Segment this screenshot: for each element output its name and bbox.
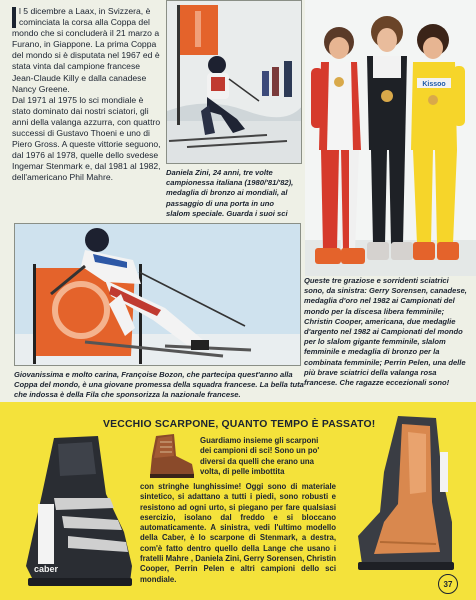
photo-leather-boot — [146, 432, 196, 480]
caption-zini: Daniela Zini, 24 anni, tre volte campionessa italiana (1980/'81/'82), medaglia di bronzo ai mondiali, al passaggio di una porta in uno slalom speciale. Guarda i suoi sci — [166, 168, 294, 218]
drop-cap — [12, 7, 16, 28]
caption-trio: Queste tre graziose e sorridenti sciatrici sono, da sinistra: Gerry Sorensen, canadese, medaglia d'oro nel 1982 ai Campionati del mondo per la discesa libera femminile; Christin Cooper, americana, due medaglie d'argento nel 1982 ai Campionati del mondo per lo slalom gigante femminile, slalom femminile e medaglia di bronzo per la combinata femminile; Perrin Pelen, una delle più brave sciatrici della valanga rosa francese. Che ragazze eccezionali sono! — [304, 276, 467, 388]
photo-caber-boot — [14, 434, 136, 590]
bib-text: Kissoo — [422, 81, 446, 88]
photo-bozon-downhill — [14, 223, 301, 366]
intro-paragraph-1: l 5 dicembre a Laax, in Svizzera, è cominciata la corsa alla Coppa del mondo che si concluderà il 21 marzo a Furano, in Giappone. La prima Coppa del mondo si è disputata nel 1967 ed è stata vinta dal campione francese Jean-Claude Killy e dalla canadese Nancy Greene. — [12, 6, 160, 94]
photo-trio-skiers — [305, 0, 476, 276]
photo-lange-boot — [340, 412, 462, 576]
boot-brand-text: caber — [34, 564, 59, 574]
boots-body-main: con stringhe lunghissime! Oggi sono di materiale sintetico, si adattano a tutti i piedi, sono robusti e resistono ad ogni urto, si piegano per fare qualsiasi esercizio, isolano dal freddo e si bloccano automaticamente. A sinistra, vedi l'ultimo modello della Caber, è lo scarpone di Stenmark, a destra, com'è fatto dentro quello della Lange che usano i fratelli Mahre , Daniela Zini, Gerry Sorensen, Christin Cooper, Perrin Pelen e altri campioni dello sci mondiale. — [140, 482, 336, 584]
caption-bozon: Giovanissima e molto carina, Françoise Bozon, che partecipa quest'anno alla Coppa del mondo, è una giovane promessa della squadra francese. La bella tuta che indossa è della Fila che sponsorizza la nazionale francese. — [14, 370, 304, 400]
boots-body-intro: Guardiamo insieme gli scarponi dei campioni di sci! Sono un po' diversi da quelli che erano una volta, di pelle imbottita — [200, 436, 320, 476]
intro-article — [12, 6, 162, 184]
intro-paragraph-2: Dal 1971 al 1975 lo sci mondiale è stato dominato dai nostri sciatori, gli anni della valanga azzurra, con quattro successi di Gustavo Thoeni e uno di Piero Gross. A queste vittorie seguono, dal 1976 al 1978, quelle dello svedese Ingemar Stenmark e, dal 1981 al 1982, dell'americano Phil Mahre. — [12, 94, 161, 183]
photo-zini-slalom — [166, 0, 302, 164]
boots-title: VECCHIO SCARPONE, QUANTO TEMPO È PASSATO! — [103, 419, 376, 430]
page-number: 37 — [438, 574, 458, 594]
